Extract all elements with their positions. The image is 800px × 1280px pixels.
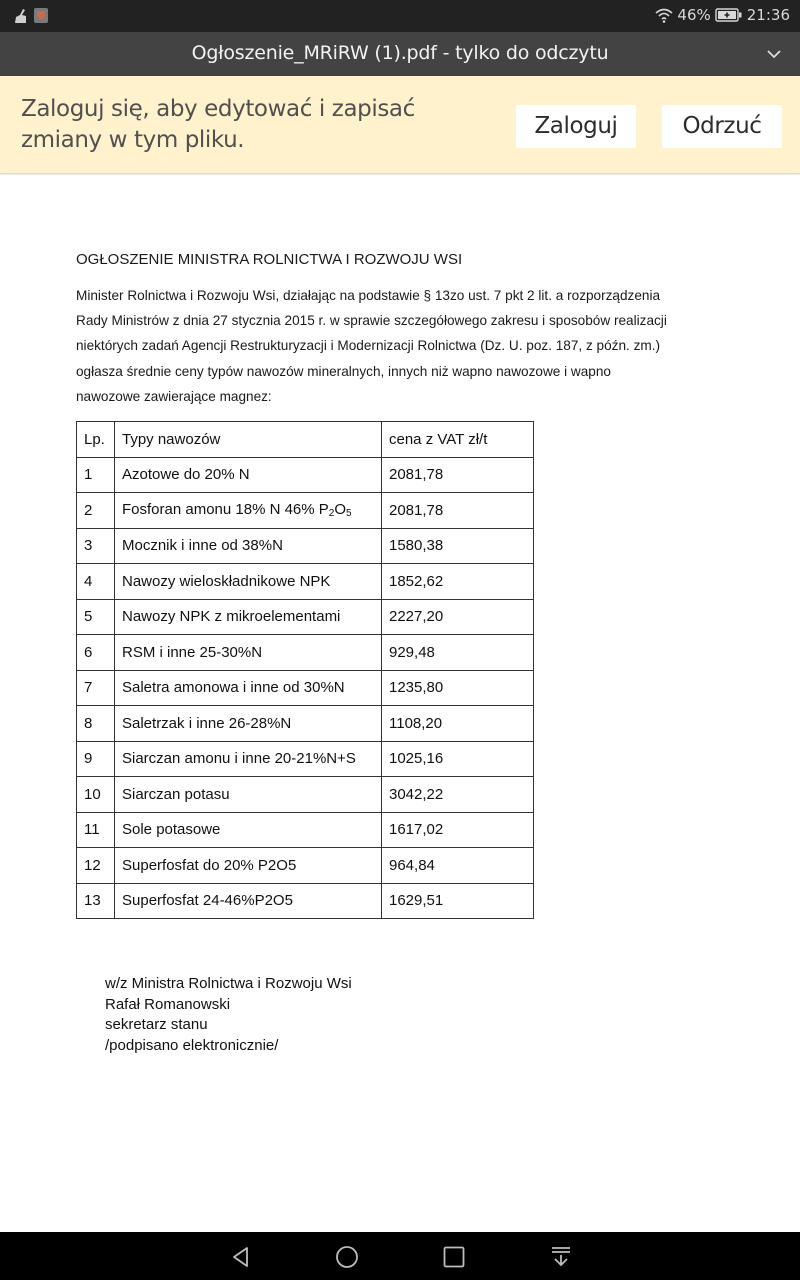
banner-message (21, 94, 471, 156)
cell-name (115, 493, 382, 529)
table-row (77, 706, 534, 742)
header-type: Typy nawozów (115, 422, 382, 458)
recents-icon[interactable] (441, 1244, 467, 1270)
cell-price: 2081,78 (382, 493, 534, 529)
paragraph-line: nawozowe zawierające magnez: (76, 388, 272, 404)
document-title-bar (0, 32, 800, 76)
cell-name: Sole potasowe (115, 812, 382, 848)
cell-price: 1617,02 (382, 812, 534, 848)
header-lp: Lp. (77, 422, 115, 458)
notification-pull-icon[interactable] (548, 1244, 574, 1270)
cell-price: 964,84 (382, 848, 534, 884)
cell-lp: 12 (77, 848, 115, 884)
battery-percent: 46% (677, 6, 711, 24)
table-header-row (77, 422, 534, 458)
table-row (77, 883, 534, 919)
cell-name: Nawozy NPK z mikroelementami (115, 599, 382, 635)
paragraph-line: ogłasza średnie ceny typów nawozów mineralnych, innych niż wapno nawozowe i wapno (76, 363, 611, 379)
table-row (77, 564, 534, 600)
wifi-icon (655, 7, 673, 23)
cell-name: Mocznik i inne od 38%N (115, 528, 382, 564)
back-icon[interactable] (228, 1244, 254, 1270)
document-title: Ogłoszenie_MRiRW (1).pdf - tylko do odczytu (191, 42, 609, 64)
cell-name: Azotowe do 20% N (115, 457, 382, 493)
fertilizer-price-table (76, 421, 534, 919)
cell-lp: 4 (77, 564, 115, 600)
cell-lp: 3 (77, 528, 115, 564)
cell-price: 2227,20 (382, 599, 534, 635)
cell-name: Siarczan potasu (115, 777, 382, 813)
table-row (77, 741, 534, 777)
cell-name: Superfosfat 24-46%P2O5 (115, 883, 382, 919)
cleaner-icon (14, 9, 28, 23)
doc-paragraph (76, 283, 736, 409)
table-row (77, 528, 534, 564)
battery-charging-icon (715, 8, 743, 22)
table-row (77, 848, 534, 884)
table-row (77, 457, 534, 493)
paragraph-line: niektórych zadań Agencji Restrukturyzacji i Modernizacji Rolnictwa (Dz. U. poz. 187, z późn. zm.) (76, 338, 661, 354)
banner-message-line2: zmiany w tym pliku. (21, 127, 245, 153)
sign-in-banner (0, 76, 800, 174)
table-row (77, 777, 534, 813)
paragraph-line: Rady Ministrów z dnia 27 stycznia 2015 r. w sprawie szczegółowego zakresu i sposobów realizacji (76, 313, 667, 329)
app-shield-icon (34, 8, 48, 23)
cell-lp: 7 (77, 670, 115, 706)
cell-price: 1629,51 (382, 883, 534, 919)
cell-lp: 2 (77, 493, 115, 529)
cell-lp: 13 (77, 883, 115, 919)
cell-price: 2081,78 (382, 457, 534, 493)
pdf-page[interactable] (0, 175, 800, 1232)
status-left-icons (14, 8, 48, 23)
cell-name-text: Fosforan amonu 18% N 46% P (122, 501, 329, 519)
signature-line: /podpisano elektronicznie/ (105, 1036, 279, 1054)
doc-heading: OGŁOSZENIE MINISTRA ROLNICTWA I ROZWOJU WSI (76, 251, 463, 268)
header-price: cena z VAT zł/t (382, 422, 534, 458)
table-row (77, 493, 534, 529)
cell-name: Saletrzak i inne 26-28%N (115, 706, 382, 742)
subscript: 2 (328, 508, 335, 520)
subscript: 5 (346, 508, 352, 520)
cell-name: RSM i inne 25-30%N (115, 635, 382, 671)
status-bar (0, 0, 800, 32)
table-row (77, 670, 534, 706)
cell-price: 1852,62 (382, 564, 534, 600)
cell-price: 3042,22 (382, 777, 534, 813)
system-nav-bar (0, 1232, 800, 1280)
cell-price: 1235,80 (382, 670, 534, 706)
cell-lp: 5 (77, 599, 115, 635)
cell-lp: 10 (77, 777, 115, 813)
cell-price: 1025,16 (382, 741, 534, 777)
dismiss-button[interactable]: Odrzuć (662, 105, 782, 148)
signature-line: w/z Ministra Rolnictwa i Rozwoju Wsi (105, 975, 352, 992)
cell-lp: 1 (77, 457, 115, 493)
signature-line: Rafał Romanowski (105, 995, 231, 1013)
cell-price: 929,48 (382, 635, 534, 671)
cell-name: Saletra amonowa i inne od 30%N (115, 670, 382, 706)
cell-lp: 9 (77, 741, 115, 777)
cell-name-text: O (334, 501, 347, 519)
cell-name: Superfosfat do 20% P2O5 (115, 848, 382, 884)
cell-name: Nawozy wieloskładnikowe NPK (115, 564, 382, 600)
status-right (655, 6, 790, 24)
table-row (77, 599, 534, 635)
signature-block (105, 974, 352, 1056)
paragraph-line: Minister Rolnictwa i Rozwoju Wsi, działając na podstawie § 13zo ust. 7 pkt 2 lit. a rozporządzenia (76, 288, 661, 303)
cell-lp: 8 (77, 706, 115, 742)
cell-lp: 6 (77, 635, 115, 671)
cell-name: Siarczan amonu i inne 20-21%N+S (115, 741, 382, 777)
signature-line: sekretarz stanu (105, 1016, 208, 1033)
clock: 21:36 (746, 6, 790, 24)
table-row (77, 635, 534, 671)
table-row (77, 812, 534, 848)
cell-price: 1108,20 (382, 706, 534, 742)
home-icon[interactable] (334, 1244, 360, 1270)
login-button[interactable]: Zaloguj (516, 105, 636, 148)
chevron-down-icon[interactable] (764, 44, 784, 64)
cell-price: 1580,38 (382, 528, 534, 564)
cell-lp: 11 (77, 812, 115, 848)
banner-message-line1: Zaloguj się, aby edytować i zapisać (21, 96, 415, 122)
